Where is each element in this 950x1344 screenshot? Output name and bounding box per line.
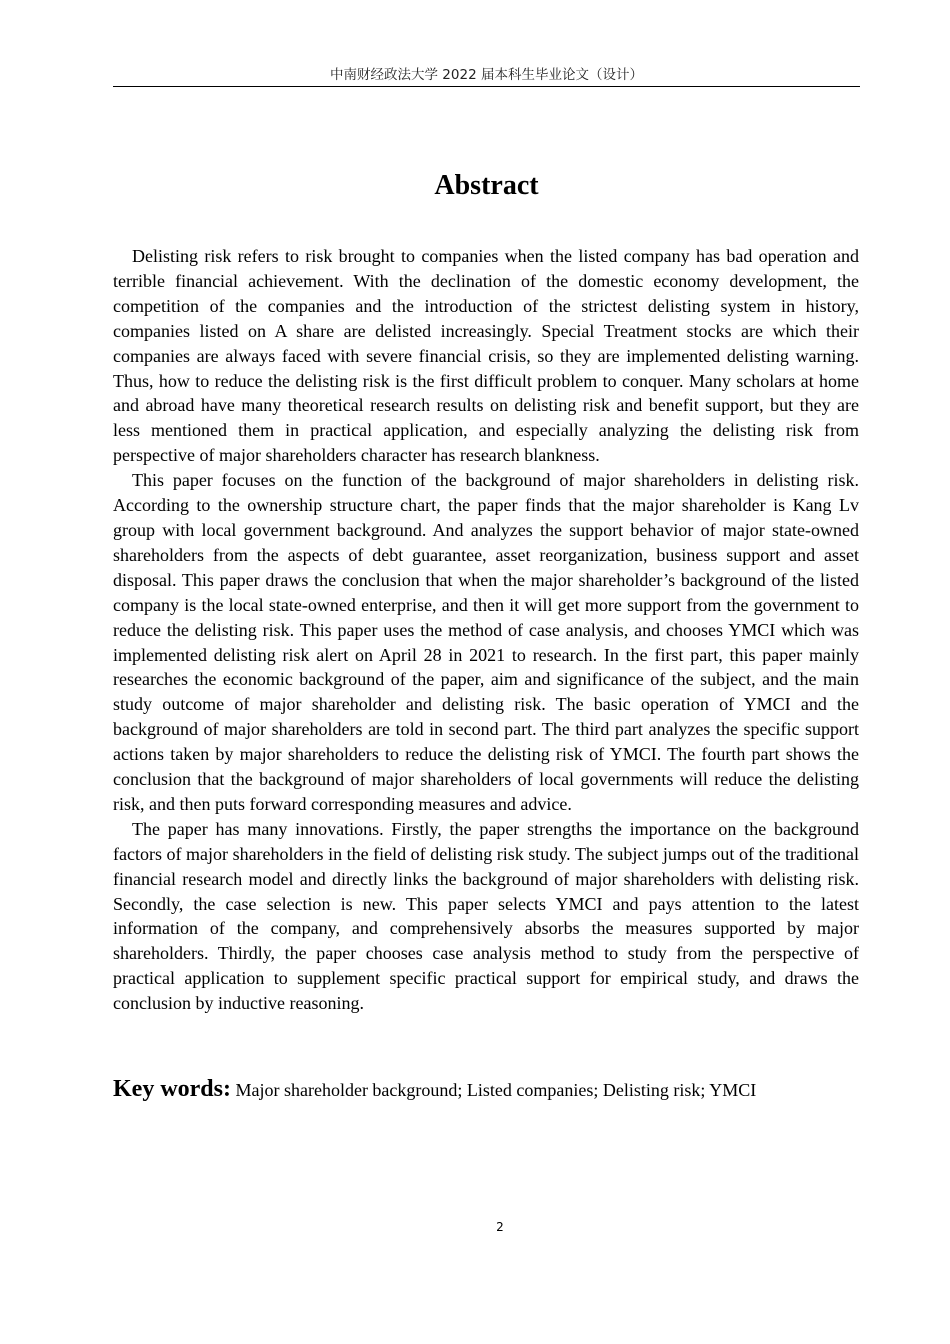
page-header [113, 66, 860, 87]
keywords-text: Major shareholder background; Listed companies; Delisting risk; YMCI [235, 1080, 757, 1100]
page-title: Abstract [434, 170, 539, 201]
abstract-paragraph-1: Delisting risk refers to risk brought to companies when the listed company has bad operation and terrible financial achievement. With the declination of the domestic economy development, the competition of the companies and the introduction of the strictest delisting system in history, companies listed on A share are delisted increasingly. Special Treatment stocks are which their companies are always faced with severe financial crisis, so they are implemented delisting warning. Thus, how to reduce the delisting risk is the first difficult problem to conquer. Many scholars at home and abroad have many theoretical research results on delisting risk and benefit support, but they are less mentioned them in practical application, and especially analyzing the delisting risk from perspective of major shareholders character has research blankness. [113, 246, 859, 466]
header-text: 中南财经政法大学 2022 届本科生毕业论文（设计） [330, 67, 643, 83]
page-number: 2 [496, 1220, 504, 1234]
abstract-paragraph-2: This paper focuses on the function of the background of major shareholders in delisting risk. According to the ownership structure chart, the paper finds that the major shareholder is Kang Lv group with local government background. And analyzes the support behavior of major state-owned shareholders from the aspects of debt guarantee, asset reorganization, business support and asset disposal. This paper draws the conclusion that when the major shareholder’s background of the listed company is the local state-owned enterprise, and then it will get more support from the government to reduce the delisting risk. This paper uses the method of case analysis, and chooses YMCI which was implemented delisting risk alert on April 28 in 2021 to research. In the first part, this paper mainly researches the economic background of the paper, aim and significance of the subject, and the main study outcome of major shareholder and delisting risk. The basic operation of YMCI and the background of major shareholders are told in second part. The third part analyzes the specific support actions taken by major shareholders to reduce the delisting risk of YMCI. The fourth part shows the conclusion that the background of major shareholders of local governments will reduce the delisting risk, and then puts forward corresponding measures and advice. [113, 470, 859, 814]
keywords-label: Key words: [113, 1076, 231, 1102]
abstract-paragraph-3: The paper has many innovations. Firstly, the paper strengths the importance on the background factors of major shareholders in the field of delisting risk study. The subject jumps out of the traditional financial research model and directly links the background of major shareholders with delisting risk. Secondly, the case selection is new. This paper selects YMCI and pays attention to the latest information of the company, and comprehensively absorbs the measures supported by major shareholders. Thirdly, the paper chooses case analysis method to study from the perspective of practical application to supplement specific practical support for empirical study, and draws the conclusion by inductive reasoning. [113, 818, 859, 1014]
abstract-body [113, 244, 859, 1016]
keywords-line [113, 1074, 859, 1105]
